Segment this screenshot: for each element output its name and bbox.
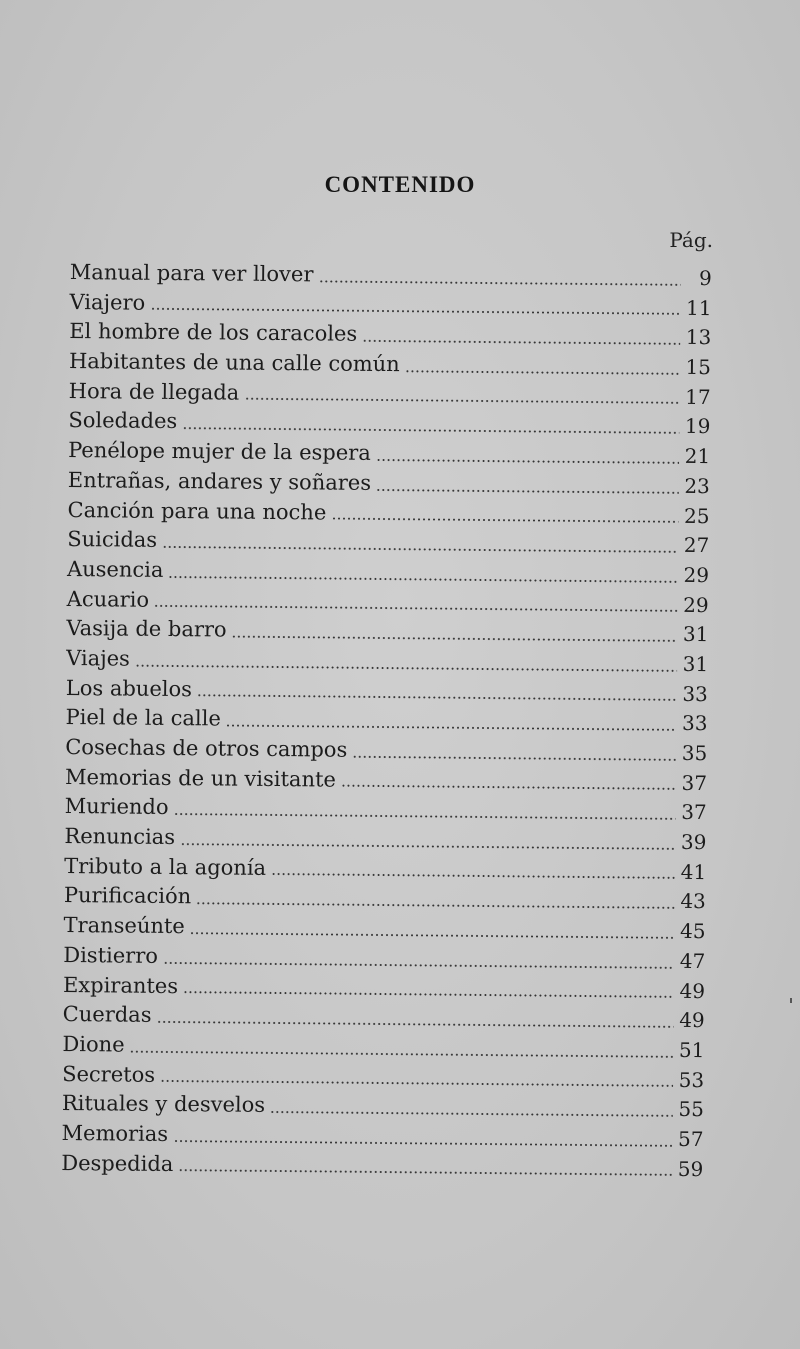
dot-leader (173, 1140, 672, 1147)
toc-entry-page: 17 (685, 384, 711, 409)
toc-entry-title: Dione (62, 1031, 125, 1057)
toc-entry-page: 49 (679, 978, 706, 1003)
toc-entry-page: 19 (684, 414, 711, 439)
dot-leader (270, 1111, 673, 1117)
dot-leader (150, 308, 680, 315)
dot-leader (162, 546, 678, 553)
dot-leader (376, 459, 679, 464)
page-column-header: Pág. (669, 228, 713, 252)
toc-entry (63, 970, 705, 1006)
dot-leader (154, 605, 678, 612)
toc-entry-page: 15 (685, 354, 712, 380)
toc-entry-page: 53 (678, 1067, 705, 1092)
dot-leader (271, 873, 675, 879)
toc-entry-title: Acuario (66, 586, 150, 612)
toc-entry (67, 555, 709, 591)
toc-entry-title: Hora de llegada (68, 378, 240, 405)
dot-leader (168, 576, 678, 583)
toc-entry-page: 47 (679, 948, 706, 973)
toc-entry-page: 27 (683, 533, 710, 558)
toc-entry-page: 29 (683, 592, 709, 617)
toc-entry-page: 41 (680, 859, 707, 884)
toc-entry-title: Memorias (61, 1120, 169, 1146)
toc-entry-title: Distierro (63, 942, 159, 968)
page-title: CONTENIDO (324, 172, 476, 197)
toc-entry-title: Renuncias (64, 824, 176, 850)
scan-mark (790, 998, 792, 1003)
toc-entry-title: Entrañas, andares y soñares (67, 467, 372, 495)
toc-entry-title: Piel de la calle (65, 705, 221, 731)
toc-entry-title: Secretos (62, 1061, 156, 1087)
dot-leader (376, 488, 679, 493)
toc-entry-page: 31 (682, 651, 709, 677)
toc-entry-page: 55 (678, 1097, 704, 1122)
toc-entry-page: 49 (679, 1008, 705, 1033)
toc-entry-page: 33 (681, 711, 708, 736)
toc-entry-title: Muriendo (64, 794, 169, 820)
toc-entry-title: Despedida (61, 1150, 174, 1176)
toc-entry-title: Viajes (66, 645, 131, 671)
toc-entry-page: 33 (682, 681, 708, 706)
toc-entry-title: Transeúnte (63, 913, 185, 939)
toc-entry-page: 31 (682, 622, 709, 647)
toc-entry-title: Rituales y desvelos (61, 1091, 266, 1118)
dot-leader (362, 340, 680, 345)
toc-entry-page: 23 (684, 473, 710, 498)
table-of-contents (61, 258, 712, 1184)
toc-entry-title: Canción para una noche (67, 497, 327, 524)
dot-leader (183, 991, 674, 998)
toc-entry-page: 45 (679, 919, 706, 944)
toc-entry (70, 258, 712, 294)
toc-entry-title: Ausencia (66, 556, 164, 582)
toc-entry-page: 39 (680, 829, 707, 855)
toc-entry-page: 35 (681, 740, 708, 766)
toc-entry-page: 51 (678, 1037, 705, 1063)
dot-leader (226, 725, 677, 731)
dot-leader (173, 813, 675, 820)
dot-leader (318, 280, 680, 285)
toc-entry-title: Habitantes de una calle común (68, 349, 400, 377)
toc-entry-title: Expirantes (62, 972, 179, 998)
toc-entry-page: 29 (683, 562, 710, 588)
toc-entry-title: Manual para ver llover (69, 259, 314, 287)
dot-leader (331, 518, 678, 523)
dot-leader (190, 932, 675, 939)
toc-entry-page: 11 (685, 295, 712, 320)
toc-entry-title: Cuerdas (62, 1002, 152, 1028)
dot-leader (352, 755, 676, 760)
toc-entry-page: 21 (684, 444, 711, 469)
toc-entry-page: 25 (683, 503, 710, 528)
toc-entry-page: 43 (680, 889, 706, 914)
dot-leader (244, 398, 679, 404)
toc-entry (67, 495, 709, 531)
toc-entry-page: 57 (678, 1126, 704, 1152)
toc-entry-title: Penélope mujer de la espera (68, 438, 371, 466)
dot-leader (135, 664, 677, 671)
dot-leader (232, 636, 678, 642)
toc-entry-title: Cosechas de otros campos (65, 734, 348, 762)
toc-entry-title: Soledades (68, 408, 178, 434)
toc-entry-title: Purificación (63, 883, 192, 909)
toc-entry-page: 59 (677, 1156, 704, 1181)
toc-entry-title: El hombre de los caracoles (69, 319, 358, 347)
dot-leader (160, 1080, 673, 1087)
toc-entry-page: 37 (681, 770, 708, 795)
toc-entry (61, 1149, 703, 1185)
toc-entry-title: Viajero (69, 289, 146, 315)
toc-entry-title: Suicidas (67, 527, 158, 553)
toc-entry-page: 13 (685, 325, 712, 350)
dot-leader (182, 427, 679, 434)
toc-entry (66, 614, 708, 650)
toc-entry-title: Memorias de un visitante (64, 764, 337, 792)
dot-leader (197, 695, 677, 702)
dot-leader (163, 961, 674, 968)
dot-leader (341, 785, 676, 790)
dot-leader (405, 370, 680, 375)
dot-leader (196, 902, 675, 909)
dot-leader (130, 1050, 674, 1057)
toc-entry-page: 37 (681, 800, 707, 825)
dot-leader (156, 1021, 673, 1028)
toc-entry-title: Vasija de barro (66, 616, 227, 642)
dot-leader (178, 1169, 672, 1176)
dot-leader (180, 843, 675, 850)
toc-entry-page: 9 (698, 266, 712, 291)
toc-entry-title: Los abuelos (65, 675, 193, 701)
toc-entry-title: Tributo a la agonía (64, 853, 267, 880)
